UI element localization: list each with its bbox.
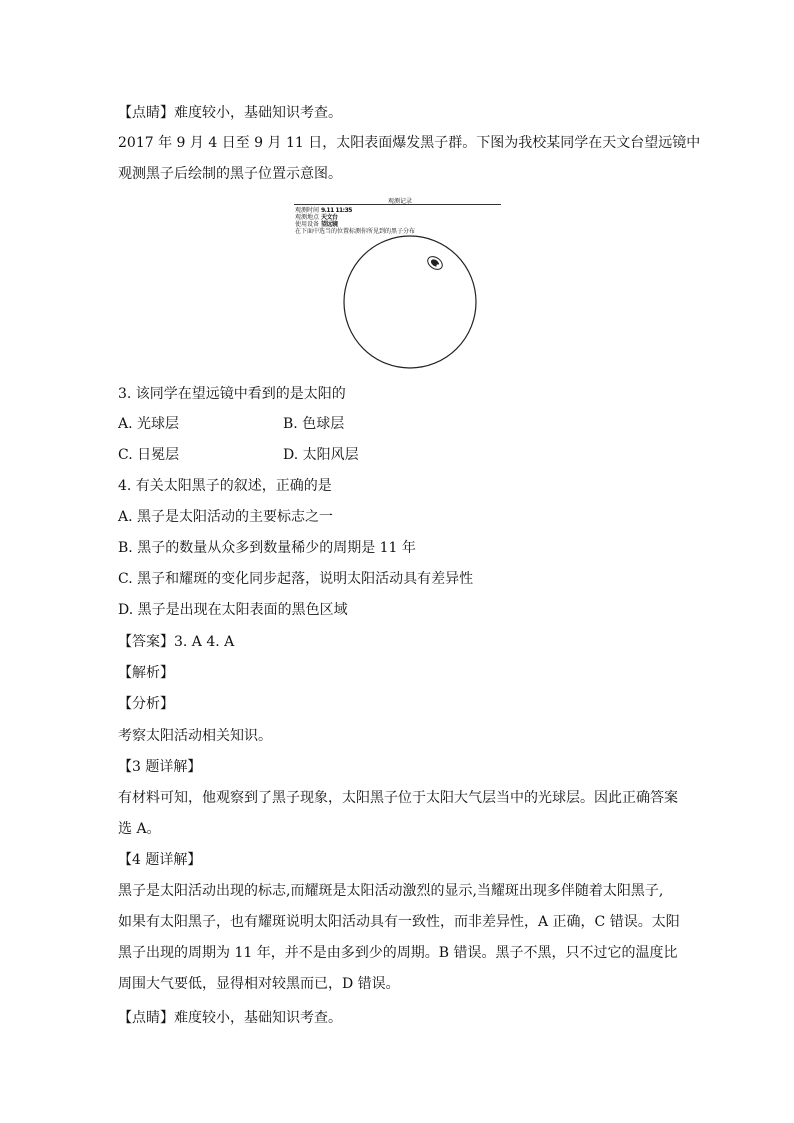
q4-detail-line-1: 黑子是太阳活动出现的标志,而耀斑是太阳活动激烈的显示,当耀斑出现多伴随着太阳黑子, xyxy=(118,883,664,899)
figure-rule xyxy=(294,204,501,205)
q4-detail-heading: 【4 题详解】 xyxy=(118,852,202,868)
q4-detail-line-2: 如果有太阳黑子，也有耀斑说明太阳活动具有一致性，而非差异性，A 正确，C 错误。太阳 xyxy=(118,914,680,930)
q3-stem: 3. 该同学在望远镜中看到的是太阳的 xyxy=(118,386,346,402)
note-top: 【点睛】难度较小，基础知识考查。 xyxy=(118,105,342,121)
q4-option-b: B. 黑子的数量从众多到数量稀少的周期是 11 年 xyxy=(118,540,416,556)
figure-time-label: 观测时间 xyxy=(295,207,320,214)
q3-option-a: A. 光球层 xyxy=(118,416,180,432)
q3-detail-heading: 【3 题详解】 xyxy=(118,759,202,775)
q4-stem: 4. 有关太阳黑子的叙述，正确的是 xyxy=(118,478,332,494)
figure-time-value: 9.11 11:35 xyxy=(320,207,352,214)
answer-line: 【答案】3. A 4. A xyxy=(118,634,235,650)
q3-detail-line-1: 有材料可知，他观察到了黑子现象，太阳黑子位于太阳大气层当中的光球层。因此正确答案 xyxy=(118,790,678,806)
q3-option-c: C. 日冕层 xyxy=(118,447,180,463)
figure-device-label: 使用设备 xyxy=(295,221,320,228)
q4-option-c: C. 黑子和耀斑的变化同步起落，说明太阳活动具有差异性 xyxy=(118,571,474,587)
q3-option-b: B. 色球层 xyxy=(283,416,345,432)
fenxi-heading: 【分析】 xyxy=(118,696,174,712)
sunspot-group xyxy=(425,254,444,272)
figure-device-value: 望远镜 xyxy=(320,221,338,228)
fenxi-text: 考察太阳活动相关知识。 xyxy=(118,728,272,744)
q4-option-a: A. 黑子是太阳活动的主要标志之一 xyxy=(118,509,334,525)
intro-line-1: 2017 年 9 月 4 日至 9 月 11 日，太阳表面爆发黑子群。下图为我校某同学在天文台望远镜中 xyxy=(118,135,701,151)
q4-detail-line-4: 周围大气要低，显得相对较黑而已，D 错误。 xyxy=(118,976,400,992)
figure-place-row xyxy=(295,214,337,221)
sun-disk xyxy=(344,236,476,368)
q4-option-d: D. 黑子是出现在太阳表面的黑色区域 xyxy=(118,602,348,618)
figure-instruction: 在下面中选当的位置标测你所见到的黑子分布 xyxy=(295,228,416,235)
figure-device-row xyxy=(295,221,337,228)
q3-option-d: D. 太阳风层 xyxy=(283,447,359,463)
figure-place-value: 天文台 xyxy=(320,214,338,221)
figure-place-label: 观测地点 xyxy=(295,214,320,221)
figure-time-row xyxy=(295,207,352,214)
figure-title: 观测记录 xyxy=(388,198,413,205)
jiexi-heading: 【解析】 xyxy=(118,665,174,681)
q4-detail-line-3: 黑子出现的周期为 11 年，并不是由多到少的周期。B 错误。黑子不黑，只不过它的温度比 xyxy=(118,945,678,961)
intro-line-2: 观测黑子后绘制的黑子位置示意图。 xyxy=(118,166,342,182)
q3-detail-line-2: 选 A。 xyxy=(118,821,161,837)
sunspot-observation-figure xyxy=(290,196,505,374)
note-bottom: 【点睛】难度较小，基础知识考查。 xyxy=(118,1010,342,1026)
